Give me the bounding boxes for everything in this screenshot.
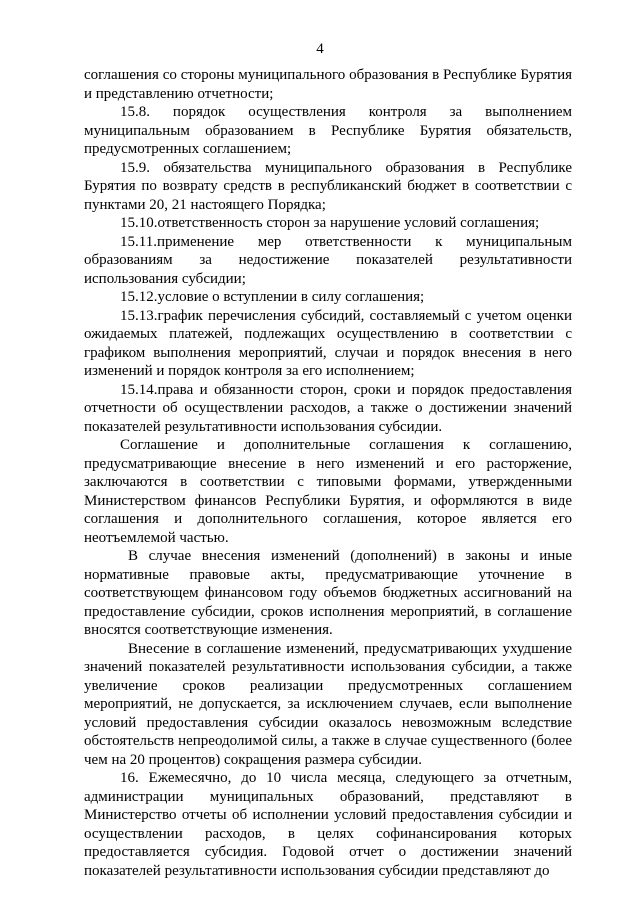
paragraph-16-reports: 16. Ежемесячно, до 10 числа месяца, следующего за отчетным, администрации муниципальных образований, представляют в Министерство отчеты об исполнении условий предоставления субсидии и осуществлении расходов, в целях софинансирования которых предоставляется субсидия. Годовой отчет о достижении значений показателей результативности использования субсидии представляют до (84, 770, 572, 879)
document-body (84, 66, 572, 880)
paragraph-15-11: 15.11.применение мер ответственности к муниципальным образованиям за недостижение показателей результативности использования субсидии; (84, 233, 572, 287)
paragraph-15-12: 15.12.условие о вступлении в силу соглашения; (120, 289, 425, 305)
paragraph-15-14: 15.14.права и обязанности сторон, сроки и порядок предоставления отчетности об осуществлении расходов, а также о достижении значений показателей результативности использования субсидии. (84, 381, 572, 435)
page-number: 4 (316, 41, 324, 57)
paragraph-amendments: В случае внесения изменений (дополнений) в законы и иные нормативные правовые акты, предусматривающие уточнение в соответствующем финансовом году объемов бюджетных ассигнований на предоставление субсидии, сроков исполнения мероприятий, в соглашение вносятся соответствующие изменения. (84, 548, 572, 638)
paragraph-15-9: 15.9. обязательства муниципального образования в Республике Бурятия по возврату средств в республиканский бюджет в соответствии с пунктами 20, 21 настоящего Порядка; (84, 159, 572, 213)
paragraph-15-7-continuation: соглашения со стороны муниципального образования в Республике Бурятия и представлению отчетности; (84, 67, 572, 102)
paragraph-15-13: 15.13.график перечисления субсидий, составляемый с учетом оценки ожидаемых платежей, подлежащих осуществлению в соответствии с графиком выполнения мероприятий, случаи и порядок внесения в него изменений и порядок контроля за его исполнением; (84, 307, 572, 379)
paragraph-15-8: 15.8. порядок осуществления контроля за выполнением муниципальным образованием в Республике Бурятия обязательств, предусмотренных соглашением; (84, 104, 572, 157)
paragraph-agreement-forms: Соглашение и дополнительные соглашения к соглашению, предусматривающие внесение в него изменений и его расторжение, заключаются в соответствии с типовыми формами, утвержденными Министерством финансов Республики Бурятия, и оформляются в виде соглашения и дополнительного соглашения, которое является его неотъемлемой частью. (84, 437, 572, 546)
paragraph-15-10: 15.10.ответственность сторон за нарушение условий соглашения; (120, 215, 540, 231)
paragraph-deterioration-changes: Внесение в соглашение изменений, предусматривающих ухудшение значений показателей результативности использования субсидии, а также увеличение сроков реализации предусмотренных соглашением мероприятий, не допускается, за исключением случаев, если выполнение условий предоставления субсидии оказалось невозможным вследствие обстоятельств непреодолимой силы, а также в случае существенного (более чем на 20 процентов) сокращения размера субсидии. (84, 640, 572, 768)
